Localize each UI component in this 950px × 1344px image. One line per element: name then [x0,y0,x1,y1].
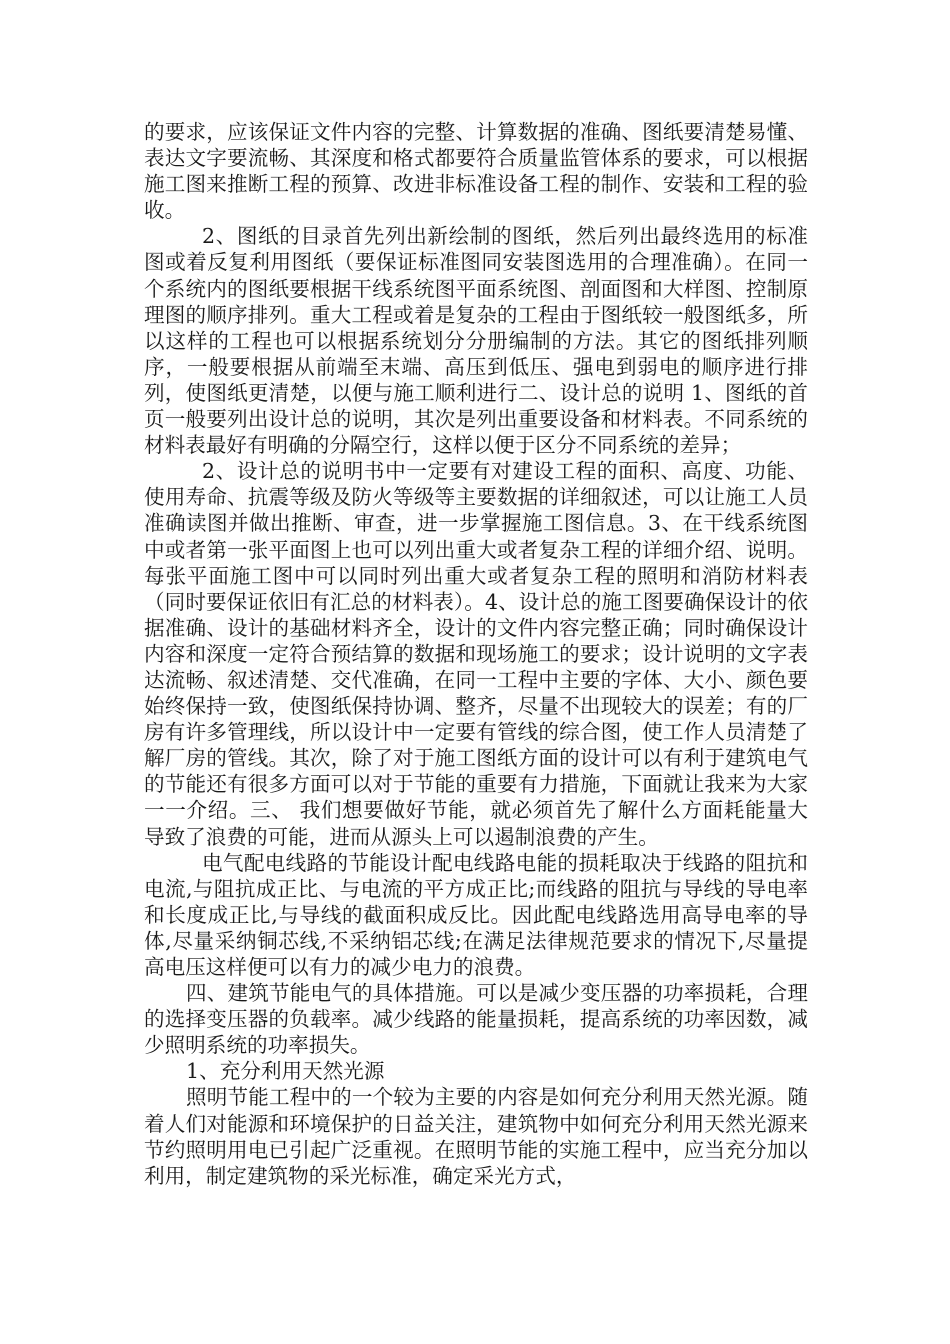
body-paragraph: 四、建筑节能电气的具体措施。可以是减少变压器的功率损耗，合理的选择变压器的负载率。减少线路的能量损耗，提高系统的功率因数，减少照明系统的功率损失。 [144,981,808,1058]
section-heading: 1、充分利用天然光源 [186,1059,385,1084]
body-paragraph: 照明节能工程中的一个较为主要的内容是如何充分利用天然光源。随着人们对能源和环境保护的日益关注，建筑物中如何充分利用天然光源来节约照明用电已引起广泛重视。在照明节能的实施工程中，应当充分加以利用，制定建筑物的采光标准，确定采光方式， [144,1085,808,1188]
body-paragraph: 电气配电线路的节能设计配电线路电能的损耗取决于线路的阻抗和电流,与阻抗成正比、与电流的平方成正比;而线路的阻抗与导线的导电率和长度成正比,与导线的截面积成反比。因此配电线路选用高导电率的导体,尽量采纳铜芯线,不采纳铝芯线;在满足法律规范要求的情况下,尽量提高电压这样便可以有力的减少电力的浪费。 [144,850,808,979]
body-paragraph: 2、设计总的说明书中一定要有对建设工程的面积、高度、功能、使用寿命、抗震等级及防火等级等主要数据的详细叙述，可以让施工人员准确读图并做出推断、审查，进一步掌握施工图信息。3、在干线系统图中或者第一张平面图上也可以列出重大或者复杂工程的详细介绍、说明。每张平面施工图中可以同时列出重大或者复杂工程的照明和消防材料表（同时要保证依旧有汇总的材料表）。4、设计总的施工图要确保设计的依据准确、设计的基础材料齐全，设计的文件内容完整正确；同时确保设计内容和深度一定符合预结算的数据和现场施工的要求；设计说明的文字表达流畅、叙述清楚、交代准确，在同一工程中主要的字体、大小、颜色要始终保持一致，使图纸保持协调、整齐，尽量不出现较大的误差；有的厂房有许多管理线，所以设计中一定要有管线的综合图，使工作人员清楚了解厂房的管线。其次，除了对于施工图纸方面的设计可以有利于建筑电气的节能还有很多方面可以对于节能的重要有力措施，下面就让我来为大家一一介绍。三、 我们想要做好节能，就必须首先了解什么方面耗能量大导致了浪费的可能，进而从源头上可以遏制浪费的产生。 [144,459,808,849]
body-paragraph: 的要求，应该保证文件内容的完整、计算数据的准确、图纸要清楚易懂、表达文字要流畅、其深度和格式都要符合质量监管体系的要求，可以根据施工图来推断工程的预算、改进非标准设备工程的制作、安装和工程的验收。 [144,120,808,223]
document-page [144,119,808,1189]
body-paragraph: 2、图纸的目录首先列出新绘制的图纸，然后列出最终选用的标准图或着反复利用图纸（要保证标准图同安装图选用的合理准确）。在同一个系统内的图纸要根据干线系统图平面系统图、剖面图和大样图、控制原理图的顺序排列。重大工程或着是复杂的工程由于图纸较一般图纸多，所以这样的工程也可以根据系统划分分册编制的方法。其它的图纸排列顺序，一般要根据从前端至末端、高压到低压、强电到弱电的顺序进行排列，使图纸更清楚，以便与施工顺利进行二、设计总的说明 1、图纸的首页一般要列出设计总的说明，其次是列出重要设备和材料表。不同系统的材料表最好有明确的分隔空行，这样以便于区分不同系统的差异； [144,224,808,458]
